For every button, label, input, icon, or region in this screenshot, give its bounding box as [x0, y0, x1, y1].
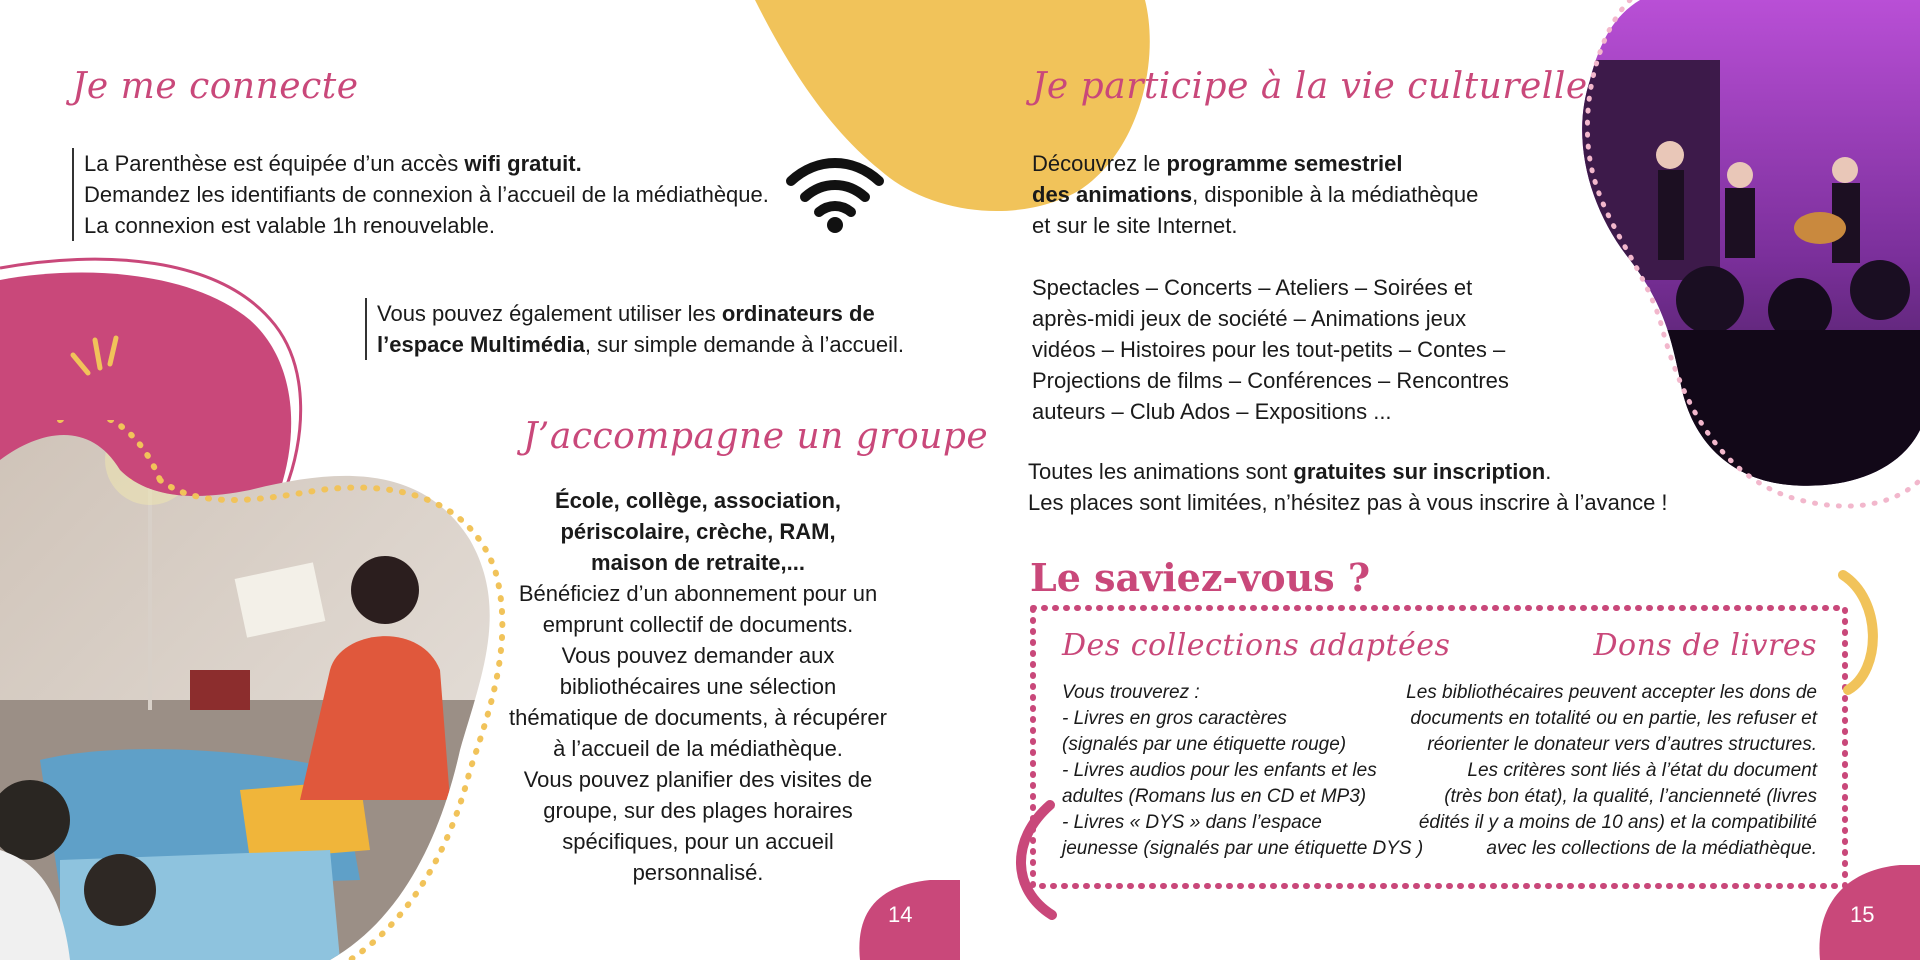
donations-line: (très bon état), la qualité, l’ancienneté (livres: [1444, 786, 1817, 807]
group-line: spécifiques, pour un accueil: [562, 829, 834, 854]
connect-heading: Je me connecte: [72, 66, 359, 107]
collections-heading: Des collections adaptées: [1062, 628, 1451, 663]
page-number-right: 15: [1850, 902, 1875, 927]
group-line: emprunt collectif de documents.: [542, 612, 854, 637]
culture-intro-line-1: Découvrez le programme semestriel: [1032, 151, 1403, 176]
collections-line: Vous trouverez :: [1062, 682, 1200, 703]
culture-intro: [1032, 148, 1478, 241]
storytelling-photo: [0, 420, 520, 960]
culture-heading: Je participe à la vie culturelle: [1032, 66, 1588, 107]
donations-line: documents en totalité ou en partie, les refuser et: [1410, 708, 1817, 729]
wifi-icon: [785, 155, 885, 235]
group-heading: J’accompagne un groupe: [523, 416, 989, 457]
culture-intro-line-2: des animations, disponible à la médiathèque: [1032, 182, 1479, 207]
group-line: groupe, sur des plages horaires: [543, 798, 853, 823]
culture-list-line: Spectacles – Concerts – Ateliers – Soirées et: [1032, 275, 1473, 300]
donations-line: Les critères sont liés à l’état du document: [1467, 760, 1817, 781]
connect-paragraph: [72, 148, 769, 241]
culture-list-line: Projections de films – Conférences – Rencontres: [1032, 368, 1509, 393]
collections-line: - Livres audios pour les enfants et les: [1062, 760, 1377, 781]
culture-free-line-1: Toutes les animations sont gratuites sur inscription.: [1028, 459, 1552, 484]
group-paragraph: [508, 485, 888, 888]
donations-line: Les bibliothécaires peuvent accepter les dons de: [1406, 682, 1817, 703]
connect-line-3: La connexion est valable 1h renouvelable.: [84, 213, 495, 238]
collections-line: - Livres « DYS » dans l’espace: [1062, 812, 1322, 833]
culture-list: [1032, 272, 1509, 427]
connect-line-2: Demandez les identifiants de connexion à l’accueil de la médiathèque.: [84, 182, 769, 207]
group-line: personnalisé.: [632, 860, 764, 885]
group-bold-line: maison de retraite,...: [591, 550, 805, 575]
culture-free: [1028, 456, 1668, 518]
culture-free-line-2: Les places sont limitées, n’hésitez pas à vous inscrire à l’avance !: [1028, 490, 1668, 515]
group-line: thématique de documents, à récupérer: [509, 705, 887, 730]
collections-paragraph: [1062, 680, 1423, 862]
group-bold-line: périscolaire, crèche, RAM,: [560, 519, 836, 544]
donations-line: réorienter le donateur vers d’autres structures.: [1427, 734, 1817, 755]
donations-heading: Dons de livres: [1593, 628, 1817, 663]
group-line: à l’accueil de la médiathèque.: [553, 736, 843, 761]
collections-line: - Livres en gros caractères: [1062, 708, 1287, 729]
connect-line-1: La Parenthèse est équipée d’un accès wifi gratuit.: [84, 151, 582, 176]
culture-list-line: auteurs – Club Ados – Expositions ...: [1032, 399, 1392, 424]
group-line: Bénéficiez d’un abonnement pour un: [518, 581, 878, 606]
multimedia-paragraph: [365, 298, 904, 360]
culture-intro-line-3: et sur le site Internet.: [1032, 213, 1238, 238]
multimedia-line-2: l’espace Multimédia, sur simple demande à l’accueil.: [377, 332, 905, 357]
collections-line: jeunesse (signalés par une étiquette DYS ): [1062, 838, 1424, 859]
group-line: Vous pouvez demander aux: [561, 643, 835, 668]
group-bold-line: École, collège, association,: [554, 488, 842, 513]
concert-photo: [1570, 0, 1920, 520]
page-number-left: 14: [888, 902, 913, 927]
donations-paragraph: [1397, 680, 1817, 862]
donations-line: avec les collections de la médiathèque.: [1486, 838, 1817, 859]
culture-list-line: après-midi jeux de société – Animations jeux: [1032, 306, 1467, 331]
group-line: Vous pouvez planifier des visites de: [523, 767, 873, 792]
multimedia-line-1: Vous pouvez également utiliser les ordinateurs de: [377, 301, 875, 326]
know-title: Le saviez-vous ?: [1030, 555, 1371, 600]
collections-line: (signalés par une étiquette rouge): [1062, 734, 1347, 755]
donations-line: édités il y a moins de 10 ans) et la compatibilité: [1418, 812, 1817, 833]
collections-line: adultes (Romans lus en CD et MP3): [1062, 786, 1367, 807]
group-line: bibliothécaires une sélection: [559, 674, 837, 699]
culture-list-line: vidéos – Histoires pour les tout-petits – Contes –: [1032, 337, 1506, 362]
